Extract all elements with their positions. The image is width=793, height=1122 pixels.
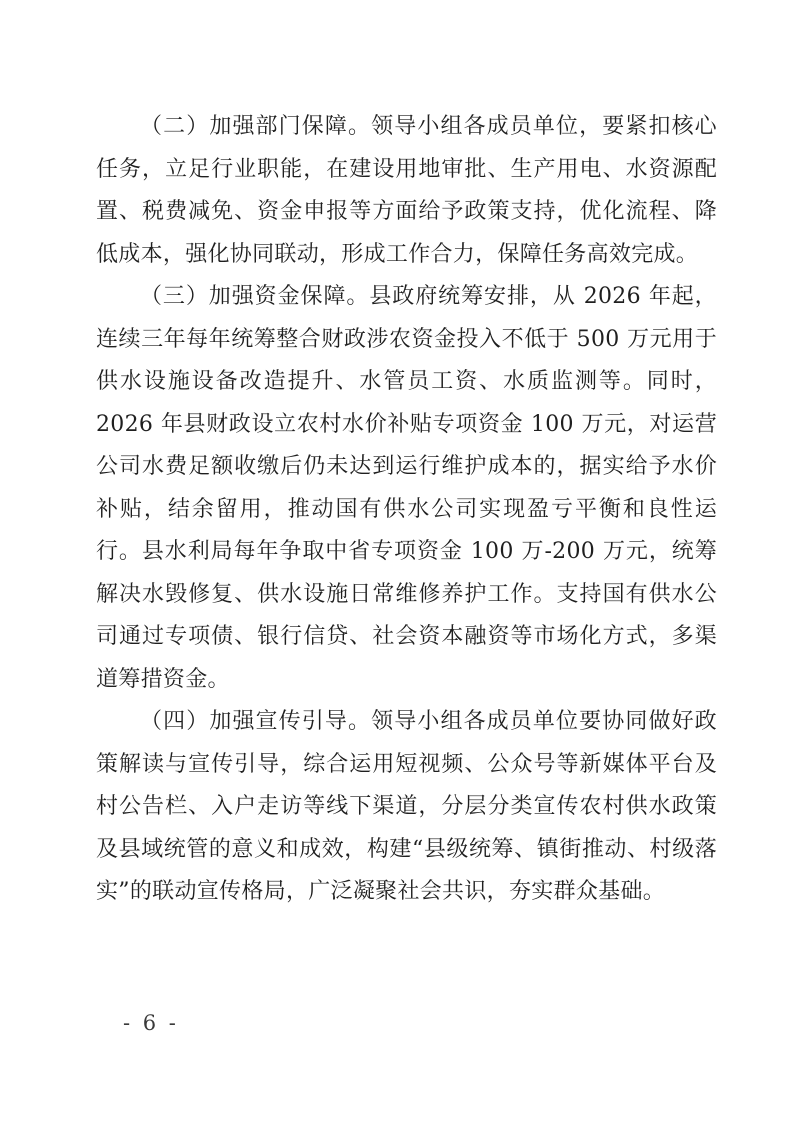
paragraph-section-3: （三）加强资金保障。县政府统筹安排，从 2026 年起，连续三年每年统筹整合财政涉农资金投入不低于 500 万元用于供水设施设备改造提升、水管员工资、水质监测等。同时，2026 年县财政设立农村水价补贴专项资金 100 万元，对运营公司水费足额收缴后仍未达到运行维护成本的，据实给予水价补贴，结余留用，推动国有供水公司实现盈亏平衡和良性运行。县水利局每年争取中省专项资金 100 万-200 万元，统筹解决水毁修复、供水设施日常维修养护工作。支持国有供水公司通过专项债、银行信贷、社会资本融资等市场化方式，多渠道筹措资金。	[96, 284, 717, 692]
document-body	[96, 106, 717, 914]
paragraph-section-2: （二）加强部门保障。领导小组各成员单位，要紧扣核心任务，立足行业职能，在建设用地审批、生产用电、水资源配置、税费减免、资金申报等方面给予政策支持，优化流程、降低成本，强化协同联动，形成工作合力，保障任务高效完成。	[96, 114, 717, 267]
paragraph-section-4: （四）加强宣传引导。领导小组各成员单位要协同做好政策解读与宣传引导，综合运用短视频、公众号等新媒体平台及村公告栏、入户走访等线下渠道，分层分类宣传农村供水政策及县域统管的意义和成效，构建“县级统筹、镇街推动、村级落实”的联动宣传格局，广泛凝聚社会共识，夯实群众基础。	[96, 709, 717, 904]
page-number: - 6 -	[123, 1011, 179, 1035]
